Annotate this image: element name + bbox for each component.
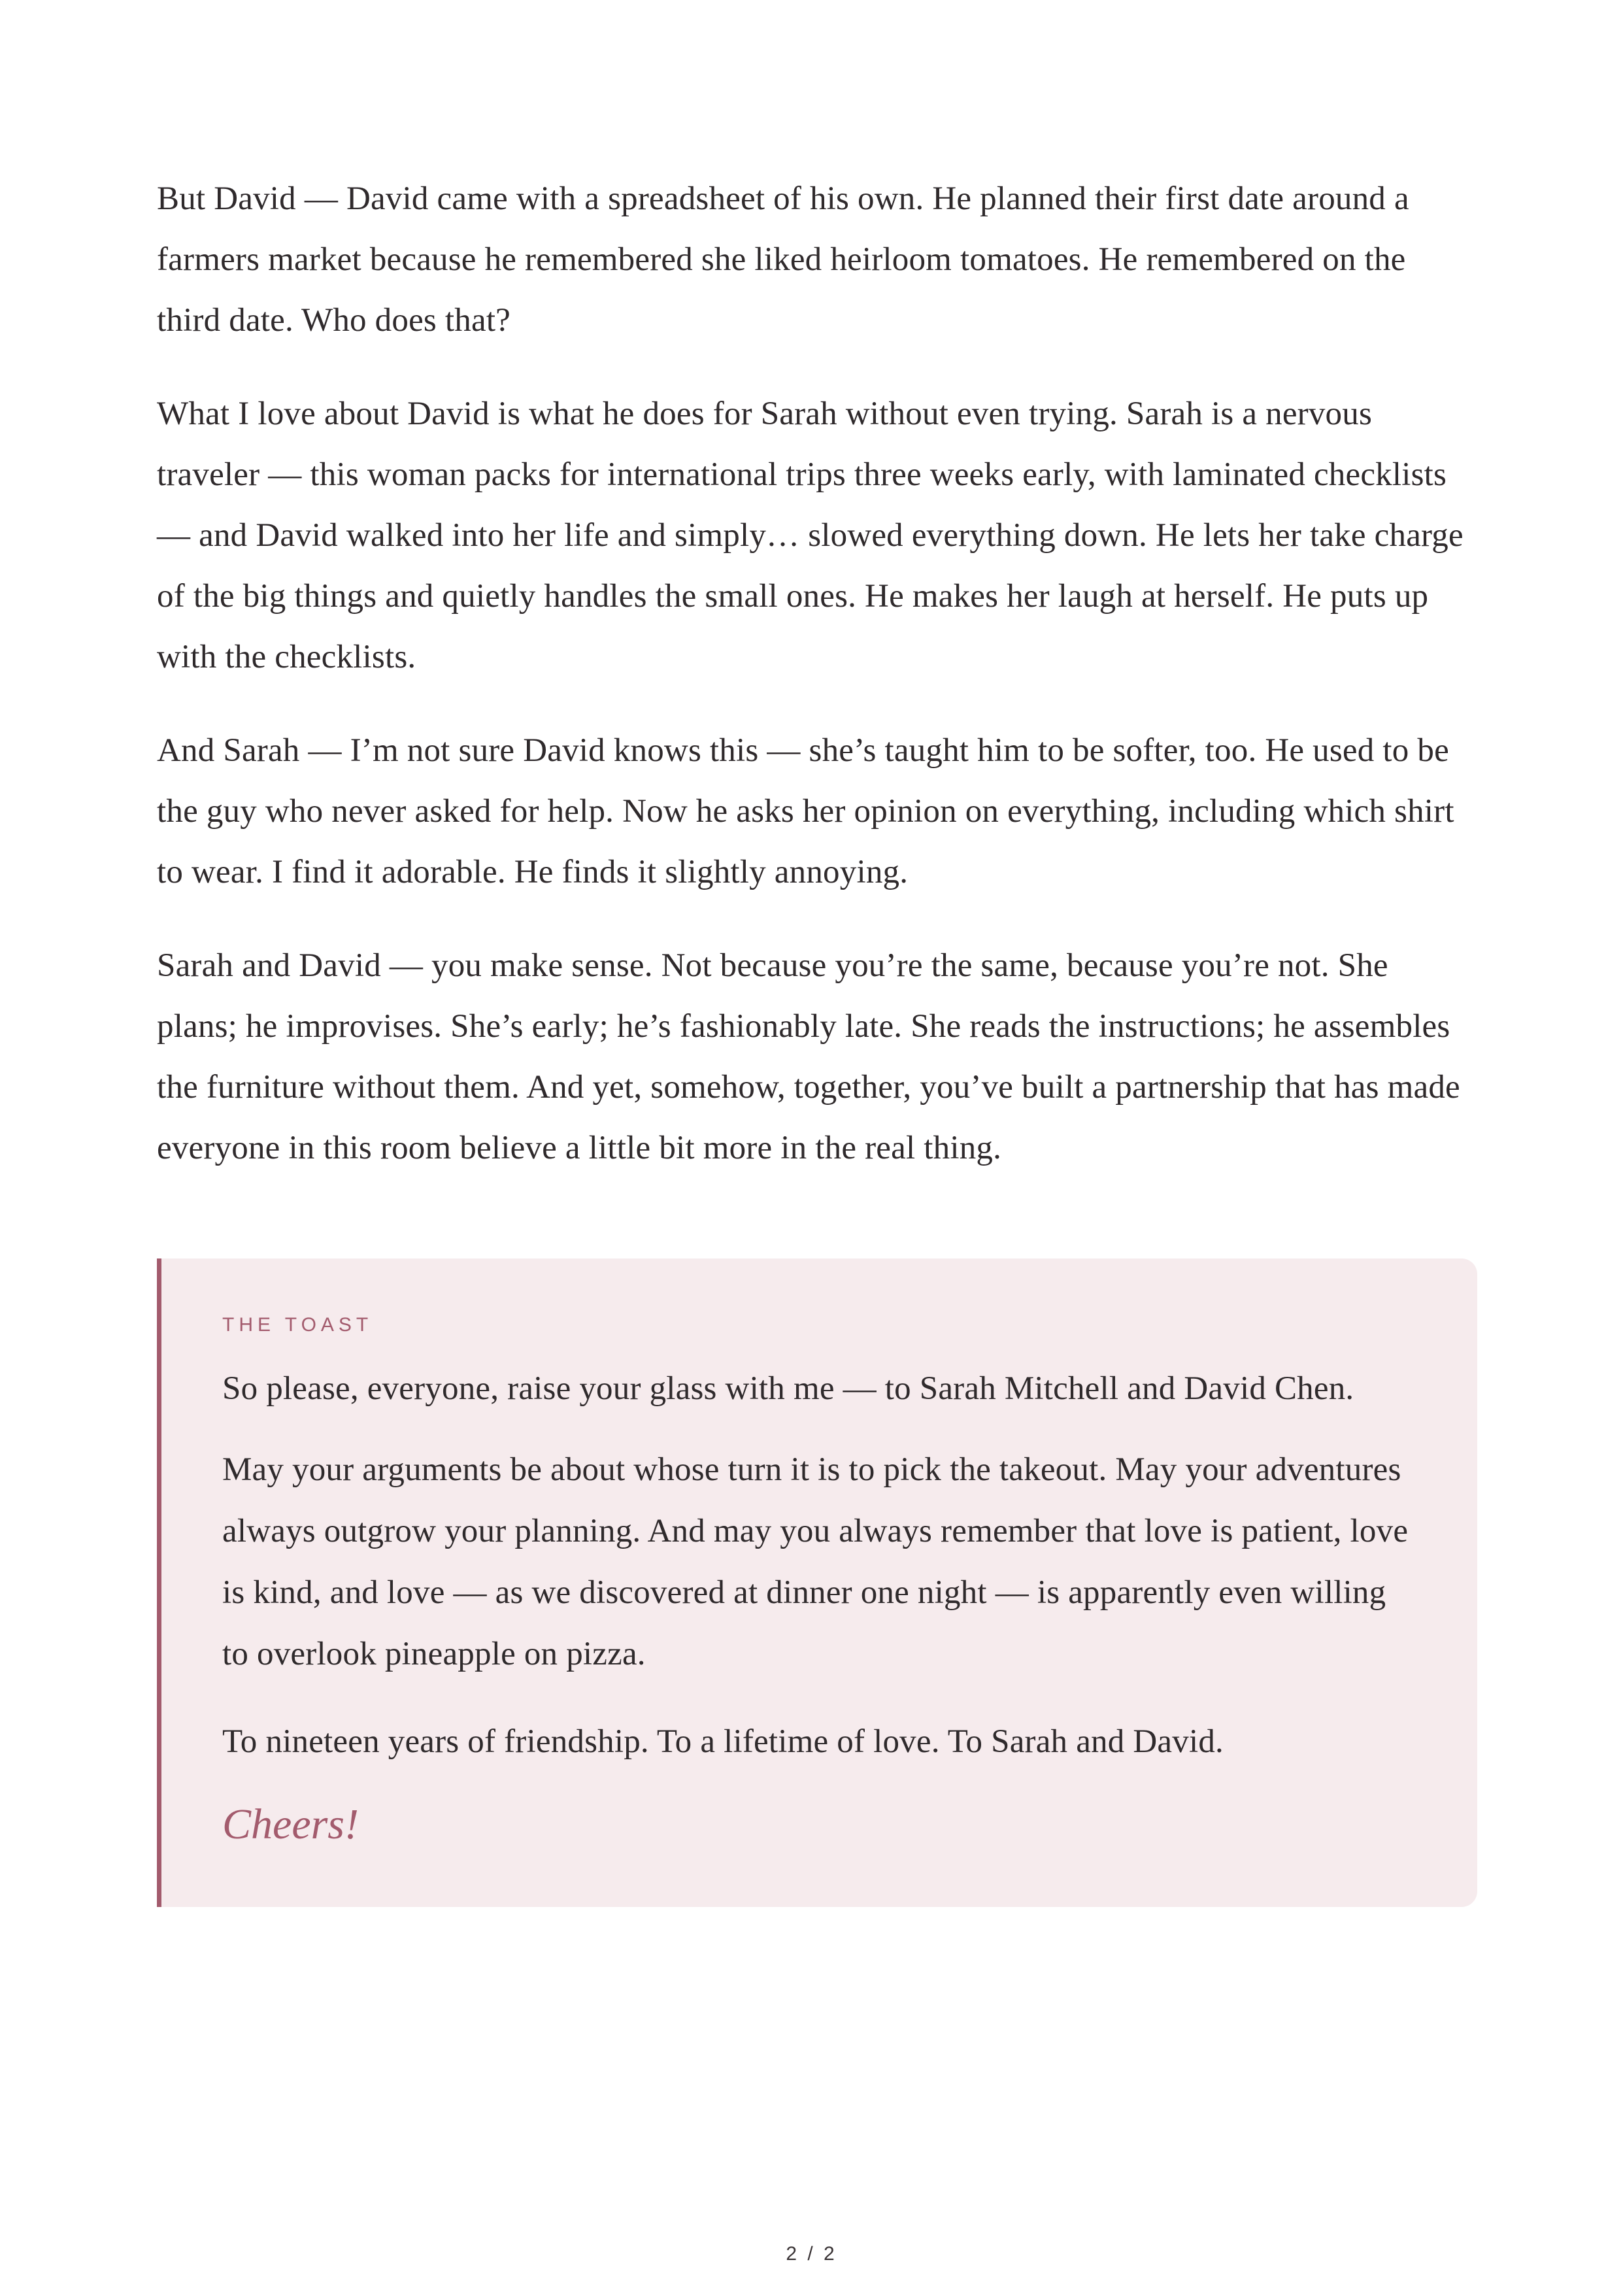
toast-paragraph: May your arguments be about whose turn it is to pick the takeout. May your adventures always outgrow your planning. And may you always remember that love is patient, love is kind, and love — as we discovered at dinner one night — is apparently even willing to overlook pineapple on pizza. [222,1451,1409,1672]
body-paragraph: Sarah and David — you make sense. Not because you’re the same, because you’re not. She plans; he improvises. She’s early; he’s fashionably late. She reads the instructions; he assembles the furniture without them. And yet, somehow, together, you’ve built a partnership that has made everyone in this room believe a little bit more in the real thing. [157,947,1460,1166]
body-paragraph: But David — David came with a spreadsheet of his own. He planned their first date around a farmers market because he remembered she liked heirloom tomatoes. He remembered on the third date. Who does that? [157,180,1409,339]
toast-paragraph: To nineteen years of friendship. To a lifetime of love. To Sarah and David. [222,1723,1224,1760]
body-paragraph: And Sarah — I’m not sure David knows this — she’s taught him to be softer, too. He used to be the guy who never asked for help. Now he asks her opinion on everything, including which shirt to wear. I find it adorable. He finds it slightly annoying. [157,732,1454,890]
toast-callout [157,1258,1477,1907]
toast-label: THE TOAST [222,1314,373,1336]
toast-paragraph: So please, everyone, raise your glass with me — to Sarah Mitchell and David Chen. [222,1370,1354,1407]
speech-content [157,169,1464,1907]
toast-closing: Cheers! [222,1800,359,1848]
body-paragraph: What I love about David is what he does for Sarah without even trying. Sarah is a nervous traveler — this woman packs for international trips three weeks early, with laminated checklists — and David walked into her life and simply… slowed everything down. He lets her take charge of the big things and quietly handles the small ones. He makes her laugh at herself. He puts up with the checklists. [157,396,1464,675]
page-number: 2 / 2 [786,2243,837,2265]
